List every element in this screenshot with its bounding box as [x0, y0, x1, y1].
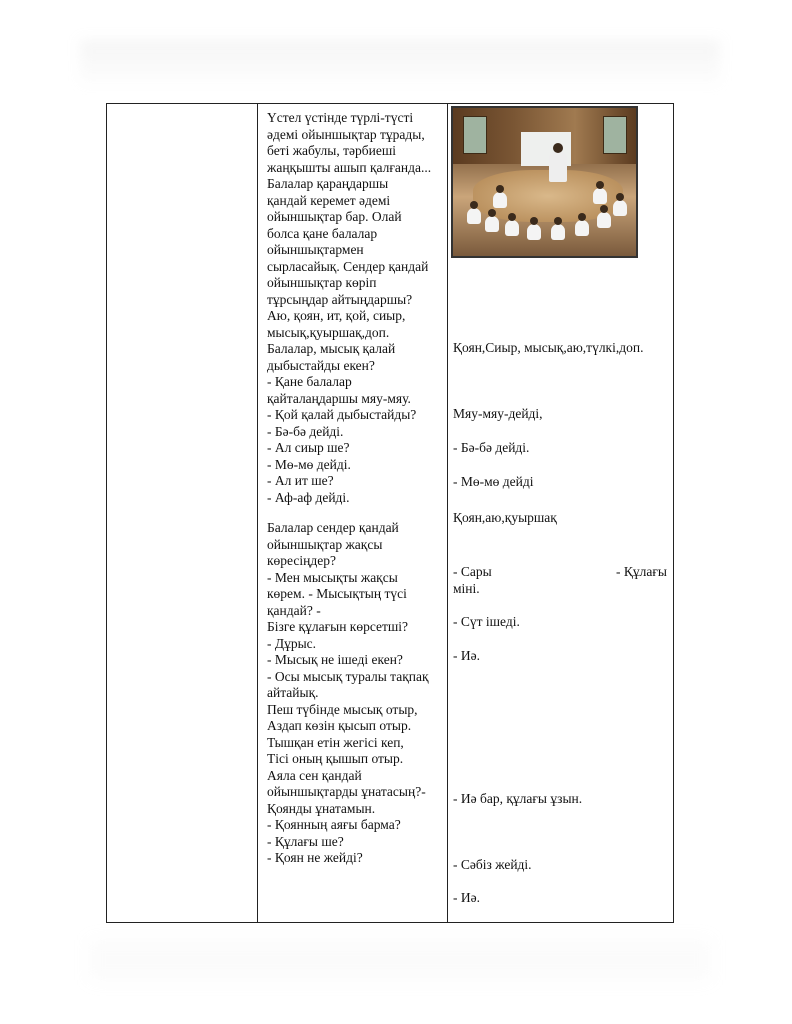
dialogue-line: мысық,қуыршақ,доп. — [267, 324, 390, 340]
dialogue-line: - Ал ит ше? — [267, 473, 334, 488]
dialogue-line: Балалар қараңдаршы — [267, 176, 389, 191]
dialogue-line: қайталаңдаршы мяу-мяу. — [267, 390, 411, 406]
dialogue-line: ойыншықтарды ұнатасың?- — [267, 784, 426, 799]
answer-cat-color-left: - Сары — [453, 564, 492, 579]
dialogue-line: - Құлағы ше? — [267, 833, 344, 849]
answer-favorite-toys: Қоян,аю,қуыршақ — [453, 510, 557, 525]
dialogue-line: Аю, қоян, ит, қой, сиыр, — [267, 308, 406, 323]
dialogue-line: Аздап көзін қысып отыр. — [267, 718, 412, 733]
answer-yes-1: - Иә. — [453, 648, 480, 663]
dialogue-line: қандай керемет әдемі — [267, 192, 391, 208]
dialogue-line: Тышқан етін жегісі кеп, — [267, 734, 404, 750]
dialogue-line: Пеш түбінде мысық отыр, — [267, 701, 418, 717]
dialogue-line: - Осы мысық туралы тақпақ — [267, 668, 429, 684]
dialogue-line: қандай? - — [267, 602, 321, 618]
dialogue-line: сырласайық. Сендер қандай — [267, 258, 429, 274]
classroom-photo — [451, 106, 638, 258]
dialogue-line: айтайық. — [267, 685, 319, 700]
dialogue-line: Аяла сен қандай — [267, 767, 362, 783]
teacher-activity-column — [267, 110, 445, 867]
dialogue-line: Бізге құлағын көрсетші? — [267, 619, 409, 634]
answer-cat-drinks: - Сүт ішеді. — [453, 614, 520, 629]
dialogue-line: Қоянды ұнатамын. — [267, 800, 376, 816]
answer-rabbit-eats: - Сәбіз жейді. — [453, 857, 532, 872]
dialogue-line: көресіңдер? — [267, 553, 336, 568]
answer-cat-color-right: - Құлағы — [616, 564, 667, 579]
dialogue-line: - Аф-аф дейді. — [267, 489, 350, 505]
dialogue-line: Тісі оның қышып отыр. — [267, 751, 404, 766]
lesson-table — [106, 103, 674, 923]
dialogue-line: ойыншықтармен — [267, 242, 364, 257]
dialogue-line: дыбыстайды екен? — [267, 357, 375, 373]
dialogue-line: - Қане балалар — [267, 374, 352, 389]
dialogue-line: - Мө-мө дейді. — [267, 456, 351, 472]
dialogue-line: әдемі ойыншықтар тұрады, — [267, 126, 425, 142]
dialogue-block-2 — [267, 520, 445, 867]
dialogue-block-1 — [267, 110, 445, 506]
dialogue-line: - Қоян не жейді? — [267, 850, 363, 865]
answer-cat-color — [453, 564, 667, 597]
dialogue-line: ойыншықтар көріп — [267, 275, 377, 290]
answer-cat-color-line2: міні. — [453, 580, 480, 596]
dialogue-line: Балалар сендер қандай — [267, 520, 399, 535]
dialogue-line: көрем. - Мысықтың түсі — [267, 586, 407, 601]
dialogue-line: - Қой қалай дыбыстайды? — [267, 407, 417, 422]
dialogue-line: болса қане балалар — [267, 225, 378, 241]
scan-artifact-top — [80, 40, 720, 84]
dialogue-line: - Қоянның аяғы барма? — [267, 817, 401, 832]
dialogue-line: - Бә-бә дейді. — [267, 423, 344, 439]
answer-cat-sound: Мяу-мяу-дейді, — [453, 406, 543, 421]
dialogue-line: Балалар, мысық қалай — [267, 341, 396, 356]
dialogue-line: - Дұрыс. — [267, 635, 317, 651]
answer-sheep-sound: - Бә-бә дейді. — [453, 440, 530, 455]
dialogue-line: - Мен мысықты жақсы — [267, 569, 398, 585]
dialogue-line: - Ал сиыр ше? — [267, 440, 350, 455]
column-divider-1 — [257, 104, 258, 922]
dialogue-line: Үстел үстінде түрлі-түсті — [267, 110, 414, 125]
answer-yes-2: - Иә. — [453, 890, 480, 905]
dialogue-line: жаңқышты ашып қалғанда... — [267, 159, 432, 175]
answer-toys-list: Қоян,Сиыр, мысық,аю,түлкі,доп. — [453, 340, 644, 355]
dialogue-line: ойыншықтар жақсы — [267, 536, 383, 552]
dialogue-line: - Мысық не ішеді екен? — [267, 652, 403, 667]
answer-cow-sound: - Мө-мө дейді — [453, 474, 534, 489]
dialogue-line: беті жабулы, тәрбиеші — [267, 143, 396, 158]
dialogue-line: тұрсыңдар айтыңдаршы? — [267, 291, 413, 307]
scan-artifact-bottom — [90, 940, 710, 980]
dialogue-line: ойыншықтар бар. Олай — [267, 209, 402, 224]
column-divider-2 — [447, 104, 448, 922]
answer-rabbit-legs: - Иә бар, құлағы ұзын. — [453, 791, 583, 806]
